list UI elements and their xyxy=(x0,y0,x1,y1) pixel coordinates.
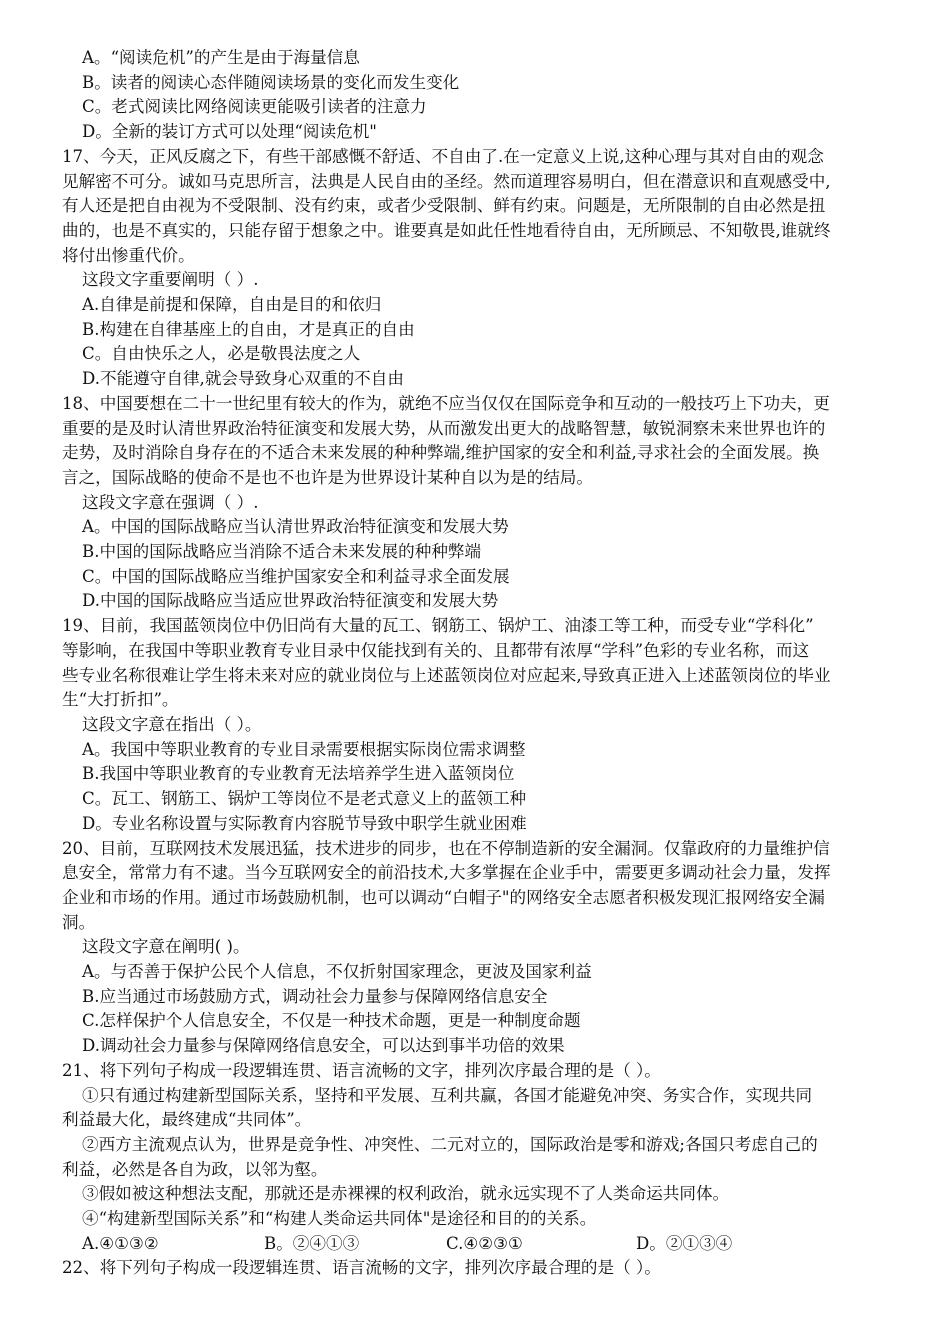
q21-choice-a: A.④①③② xyxy=(82,1233,159,1253)
q20-text-line: 企业和市场的作用。通过市场鼓励机制，也可以调动“白帽子"的网络安全志愿者积极发现汇报网络安全漏 xyxy=(62,887,825,907)
question-17 xyxy=(62,145,890,392)
q19-text-line: 等影响，在我国中等职业教育专业目录中仅能找到有关的、且都带有浓厚“学科”色彩的专业名称，而这 xyxy=(62,640,810,660)
q16-option-c: C。老式阅读比网络阅读更能吸引读者的注意力 xyxy=(82,97,427,117)
question-19 xyxy=(62,614,890,836)
question-22 xyxy=(62,1256,890,1281)
q17-text-line: 曲的，也是不真实的，只能存留于想象之中。谁要真是如此任性地看待自由，无所顾忌、不知敬畏,谁就终 xyxy=(62,220,831,240)
q19-option-d: D。专业名称设置与实际教育内容脱节导致中职学生就业困难 xyxy=(82,813,527,833)
q17-stem: 这段文字重要阐明（ ）. xyxy=(82,270,259,290)
q18-option-d: D.中国的国际战略应当适应世界政治特征演变和发展大势 xyxy=(82,591,499,611)
q18-text-line: 重要的是及时认清世界政治特征演变和发展大势，从而激发出更大的战略智慧，敏锐洞察未来世界也许的 xyxy=(62,418,826,438)
q19-option-b: B.我国中等职业教育的专业教育无法培养学生进入蓝领岗位 xyxy=(82,764,515,784)
q17-option-d: D.不能遵守自律,就会导致身心双重的不自由 xyxy=(82,369,404,389)
question-20 xyxy=(62,837,890,1059)
q21-sentence-1: ①只有通过构建新型国际关系，坚持和平发展、互利共赢，各国才能避免冲突、务实合作，实现共同 xyxy=(82,1085,813,1105)
question-21 xyxy=(62,1059,890,1257)
q18-option-b: B.中国的国际战略应当消除不适合未来发展的种种弊端 xyxy=(82,542,482,562)
q16-option-d: D。全新的装订方式可以处理“阅读危机" xyxy=(82,122,377,142)
q21-choice-c: C.④②③① xyxy=(446,1233,523,1253)
q21-sentence-3: ③假如被这种想法支配，那就还是赤裸裸的权利政治，就永远实现不了人类命运共同体。 xyxy=(82,1184,730,1204)
q16-options xyxy=(62,46,890,145)
q21-choices xyxy=(62,1232,890,1257)
q18-text-line: 18、中国要想在二十一世纪里有较大的作为，就绝不应当仅仅在国际竞争和互动的一般技巧上下功夫，更 xyxy=(62,393,830,413)
q21-sentence-4: ④“构建新型国际关系”和“构建人类命运共同体"是途径和目的的关系。 xyxy=(82,1209,597,1229)
q20-option-a: A。与否善于保护公民个人信息，不仅折射国家理念，更波及国家利益 xyxy=(82,962,592,982)
q21-sentence-2: ②西方主流观点认为，世界是竞争性、冲突性、二元对立的，国际政治是零和游戏;各国只考虑自己的 xyxy=(82,1134,818,1154)
q19-option-a: A。我国中等职业教育的专业目录需要根据实际岗位需求调整 xyxy=(82,739,526,759)
q21-choice-d: D。②①③④ xyxy=(636,1233,733,1253)
q19-text-line: 些专业名称很难让学生将未来对应的就业岗位与上述蓝领岗位对应起来,导致真正进入上述蓝领岗位的毕业 xyxy=(62,665,831,685)
q18-text-line: 走势，及时消除自身存在的不适合未来发展的种种弊端,维护国家的安全和利益,寻求社会的全面发展。换 xyxy=(62,443,820,463)
q20-option-b: B.应当通过市场鼓励方式，调动社会力量参与保障网络信息安全 xyxy=(82,986,548,1006)
q19-option-c: C。瓦工、钢筋工、锅炉工等岗位不是老式意义上的蓝领工种 xyxy=(82,789,527,809)
q20-text-line: 洞。 xyxy=(62,912,96,932)
q21-choice-b: B。②④①③ xyxy=(264,1233,360,1253)
q21-title: 21、将下列句子构成一段逻辑连贯、语言流畅的文字，排列次序最合理的是（ ）。 xyxy=(62,1060,661,1080)
q19-text-line: 19、目前，我国蓝领岗位中仍旧尚有大量的瓦工、钢筋工、锅炉工、油漆工等工种，而受专业“学科化” xyxy=(62,616,814,636)
q17-option-c: C。自由快乐之人，必是敬畏法度之人 xyxy=(82,344,361,364)
q20-option-d: D.调动社会力量参与保障网络信息安全，可以达到事半功倍的效果 xyxy=(82,1036,565,1056)
q17-option-a: A.自律是前提和保障，自由是目的和依归 xyxy=(82,295,382,315)
q20-text-line: 20、目前，互联网技术发展迅猛，技术进步的同步，也在不停制造新的安全漏洞。仅靠政府的力量维护信 xyxy=(62,838,830,858)
q18-option-a: A。中国的国际战略应当认清世界政治特征演变和发展大势 xyxy=(82,517,509,537)
q16-option-b: B。读者的阅读心态伴随阅读场景的变化而发生变化 xyxy=(82,72,460,92)
q17-text-line: 17、今天，正风反腐之下，有些干部感慨不舒适、不自由了.在一定意义上说,这种心理与其对自由的观念 xyxy=(62,146,824,166)
q17-text-line: 有人还是把自由视为不受限制、没有约束，或者少受限制、鲜有约束。问题是，无所限制的自由必然是扭 xyxy=(62,196,826,216)
q21-sentence-2-cont: 利益，必然是各自为政，以邻为壑。 xyxy=(62,1159,328,1179)
question-18 xyxy=(62,392,890,614)
q21-sentence-1-cont: 利益最大化，最终建成“共同体”。 xyxy=(62,1110,312,1130)
q17-text-line: 将付出惨重代价。 xyxy=(62,245,195,265)
q18-text-line: 言之，国际战略的使命不是也不也许是为世界设计某种自以为是的结局。 xyxy=(62,467,593,487)
q20-text-line: 息安全，常常力有不逮。当今互联网安全的前沿技术,大多掌握在企业手中，需要更多调动社会力量，发挥 xyxy=(62,863,831,883)
q19-text-line: 生“大打折扣”。 xyxy=(62,690,179,710)
q17-text-line: 见解密不可分。诚如马克思所言，法典是人民自由的圣经。然而道理容易明白，但在潜意识和直观感受中, xyxy=(62,171,831,191)
q18-stem: 这段文字意在强调（ ）. xyxy=(82,492,259,512)
q19-stem: 这段文字意在指出（ ）。 xyxy=(82,714,262,734)
q18-option-c: C。中国的国际战略应当维护国家安全和利益寻求全面发展 xyxy=(82,566,510,586)
q22-title: 22、将下列句子构成一段逻辑连贯、语言流畅的文字，排列次序最合理的是（ ）。 xyxy=(62,1258,661,1278)
q17-option-b: B.构建在自律基座上的自由，才是真正的自由 xyxy=(82,319,415,339)
q16-option-a: A。“阅读危机”的产生是由于海量信息 xyxy=(82,48,360,67)
q20-stem: 这段文字意在阐明( )。 xyxy=(82,937,250,957)
q20-option-c: C.怎样保护个人信息安全，不仅是一种技术命题，更是一种制度命题 xyxy=(82,1011,581,1031)
